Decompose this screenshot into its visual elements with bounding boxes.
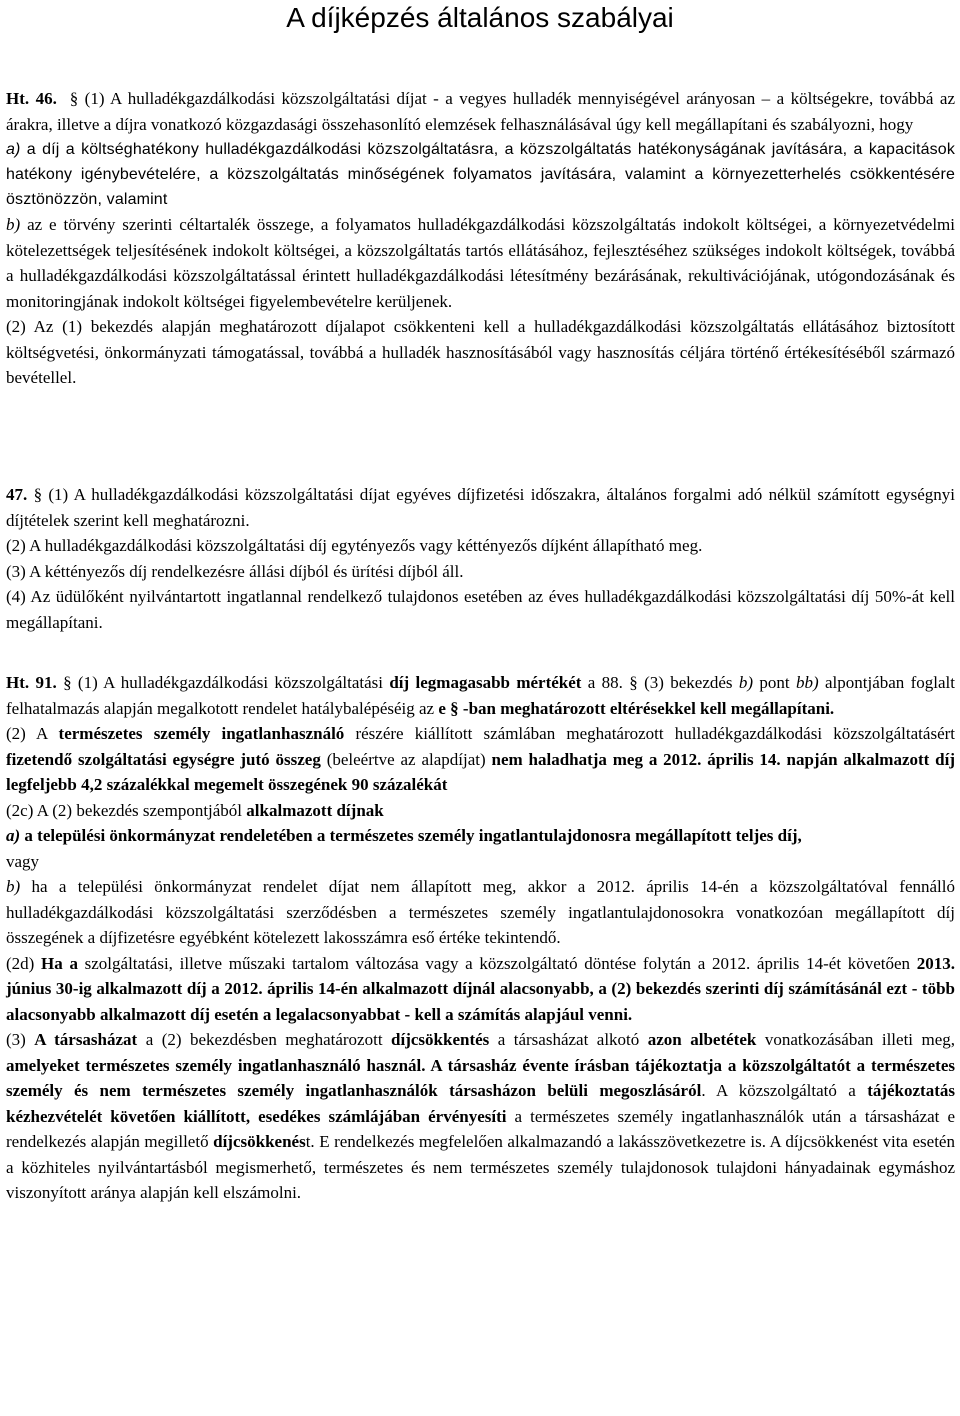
text-run: vonatkozásában illeti meg, [756,1030,956,1049]
paragraph-91-2 [6,721,955,798]
text-run: azon albetétek [647,1030,757,1049]
text-run: (3) [6,1030,35,1049]
text-run: t. E rendelkezés megfelelően alkalmazandó a lakásszövetkezetre is. A díjcsökkenést vita esetén a közhiteles nyilvántartásból megismerhető, természetes és nem természetes személy tulajdonosok tulajdoni hányadainak egymáshoz viszonyított aránya alapján kell elszámolni. [6,1132,955,1202]
text-run: részére kiállított számlában meghatározott hulladékgazdálkodási közszolgáltatásért [344,724,955,743]
text-run: díjcsökkenés [213,1132,306,1151]
paragraph-47-1 [6,482,955,533]
text-run: természetes személy ingatlanhasználó [58,724,345,743]
text-run: (2c) A (2) bekezdés szempontjából [6,800,247,820]
paragraph-47-3: (3) A kéttényezős díj rendelkezésre állási díjból és ürítési díjból áll. [6,561,464,581]
point-label: b) [6,877,21,896]
text-run: nem haladhatja meg a 2012. április 14. napján alkalmazott díj legfeljebb 4,2 százalékkal megemelt összegének 90 százalékát [6,749,956,794]
point-label: a) [6,141,21,158]
text-run: a települési önkormányzat rendeletében a természetes személy ingatlantulajdonosra megállapított teljes díj, [20,826,802,845]
text-run: díj legmagasabb mértékét [389,673,582,692]
text-run: (2d) [6,953,42,973]
text-run: bb) [795,673,819,692]
text-run: § (1) A hulladékgazdálkodási közszolgáltatási [56,673,390,692]
text-run: fizetendő szolgáltatási egységre jutó összeg [6,749,321,769]
paragraph-46-b [6,212,955,314]
text-run: a természetes személy ingatlanhasználók után a társasházat e rendelkezés alapján megillető [6,1106,955,1151]
paragraph-91-2c [6,798,955,824]
paragraph-text: a díj a költséghatékony hulladékgazdálkodási közszolgáltatásra, a közszolgáltatás hatékonyságának javítására, a kapacitások hatékony igénybevételére, a közszolgáltatás minőségének folyamatos javítására, valamint a környezetterhelés csökkentésére ösztönözzön, valamint [6,141,955,208]
text-run: ha a települési önkormányzat rendelet díjat nem állapított meg, akkor a 2012. április 14-én a közszolgáltatóval fennálló hulladékgazdálkodási közszolgáltatási szerződésben a természetes személy ingatlantulajdonosokra vonatkozóan megállapított díj összegének a díjfizetésre egyébként kötelezett lakosszámra eső értéke tekintendő. [6,877,955,947]
text-run: alpontjában foglalt felhatalmazás alapján megalkotott rendelet hatálybalépéséig az [6,673,955,718]
text-run: a társasházat alkotó [489,1030,648,1049]
text-run: Ha a [41,953,78,973]
point-label: a) [6,826,21,845]
text-run: amelyeket természetes személy ingatlanhasználó használ. A társasház évente írásban tájékoztatja a közszolgáltatót a természetes személy és nem természetes személy ingatlanhasználók társasházon belüli megoszlásáról [6,1055,955,1100]
text-run: b) [738,673,754,692]
paragraph-text: az e törvény szerinti céltartalék összege, a folyamatos hulladékgazdálkodási közszolgáltatás indokolt költségei, a környezetvédelmi kötelezettségek teljesítésének indokolt költségei, a közszolgáltatás tartós ellátásához, fejlesztéséhez szükséges indokolt költségek, továbbá a hulladékgazdálkodási közszolgáltatással érintett hulladékgazdálkodási létesítmény bezárásának, rekultivációjának, utógondozásának és monitoringjának indokolt költségei figyelembevételre kerüljenek. [6,215,955,311]
paragraph-47-2: (2) A hulladékgazdálkodási közszolgáltatási díj egytényezős vagy kéttényezős díjként állapítható meg. [6,536,703,555]
text-run: A társasházat [34,1030,138,1049]
text-run: díjcsökkentés [391,1030,490,1049]
page-title: A díjképzés általános szabályai [286,2,674,33]
section-ref: Ht. 46. [6,89,57,108]
paragraph-text: § (1) A hulladékgazdálkodási közszolgáltatási díjat - a vegyes hulladék mennyiségével arányosan – a költségekre, továbbá az árakra, illetve a díjra vonatkozó közgazdasági összehasonlító elemzések felhasználásával úgy kell megállapítani és szabályozni, hogy [6,89,955,134]
paragraph-91-b [6,874,955,951]
point-label: b) [6,215,21,234]
paragraph-46-2: (2) Az (1) bekezdés alapján meghatározott díjalapot csökkenteni kell a hulladékgazdálkodási közszolgáltatás ellátásához biztosított költségvetési, önkormányzati támogatással, továbbá a hulladék hasznosításából vagy hasznosítás céljára történő értékesítéséből származó bevétellel. [6,317,955,387]
paragraph-91-3 [6,1027,955,1206]
text-run: a 88. § (3) bekezdés [581,673,739,692]
text-run: . A közszolgáltató a [701,1081,868,1100]
paragraph-91-or: vagy [6,851,40,871]
text-run: (2) A [6,724,59,743]
paragraph-46-a [6,137,955,212]
paragraph-46-1 [6,86,955,137]
text-run: (beleértve az alapdíjat) [320,749,492,769]
text-run: e § -ban meghatározott eltérésekkel kell megállapítani. [438,698,835,718]
paragraph-91-1 [6,670,955,721]
text-run: pont [753,673,796,692]
section-47 [6,482,955,635]
text-run: 2013. június 30-ig alkalmazott díj a 2012. április 14-én alkalmazott díjnál alacsonyabb, a (2) bekezdés szerinti díj számításánál ezt - több alacsonyabb alkalmazott díj esetén a legalacsonyabbat - kell a számítás alapjául venni. [6,953,955,1024]
text-run: tájékoztatás kézhezvételét követően kiállított, esedékes számlájában érvényesíti [6,1081,955,1126]
paragraph-91-2d [6,951,955,1028]
section-ref: 47. [6,485,28,504]
section-46 [6,86,955,391]
paragraph-47-4: (4) Az üdülőként nyilvántartott ingatlannal rendelkező tulajdonos esetében az éves hulladékgazdálkodási közszolgáltatási díj 50%-át kell megállapítani. [6,587,955,632]
text-run: alkalmazott díjnak [246,800,384,820]
section-91 [6,670,955,1206]
paragraph-91-a [6,823,955,849]
section-ref: Ht. 91. [6,673,57,692]
text-run: szolgáltatási, illetve műszaki tartalom változása vagy a közszolgáltató döntése folytán a 2012. április 14-ét követően [77,953,917,973]
paragraph-text: § (1) A hulladékgazdálkodási közszolgáltatási díjat egyéves díjfizetési időszakra, általános forgalmi adó nélkül számított egységnyi díjtételek szerint kell meghatározni. [6,485,955,530]
text-run: a (2) bekezdésben meghatározott [137,1030,392,1049]
